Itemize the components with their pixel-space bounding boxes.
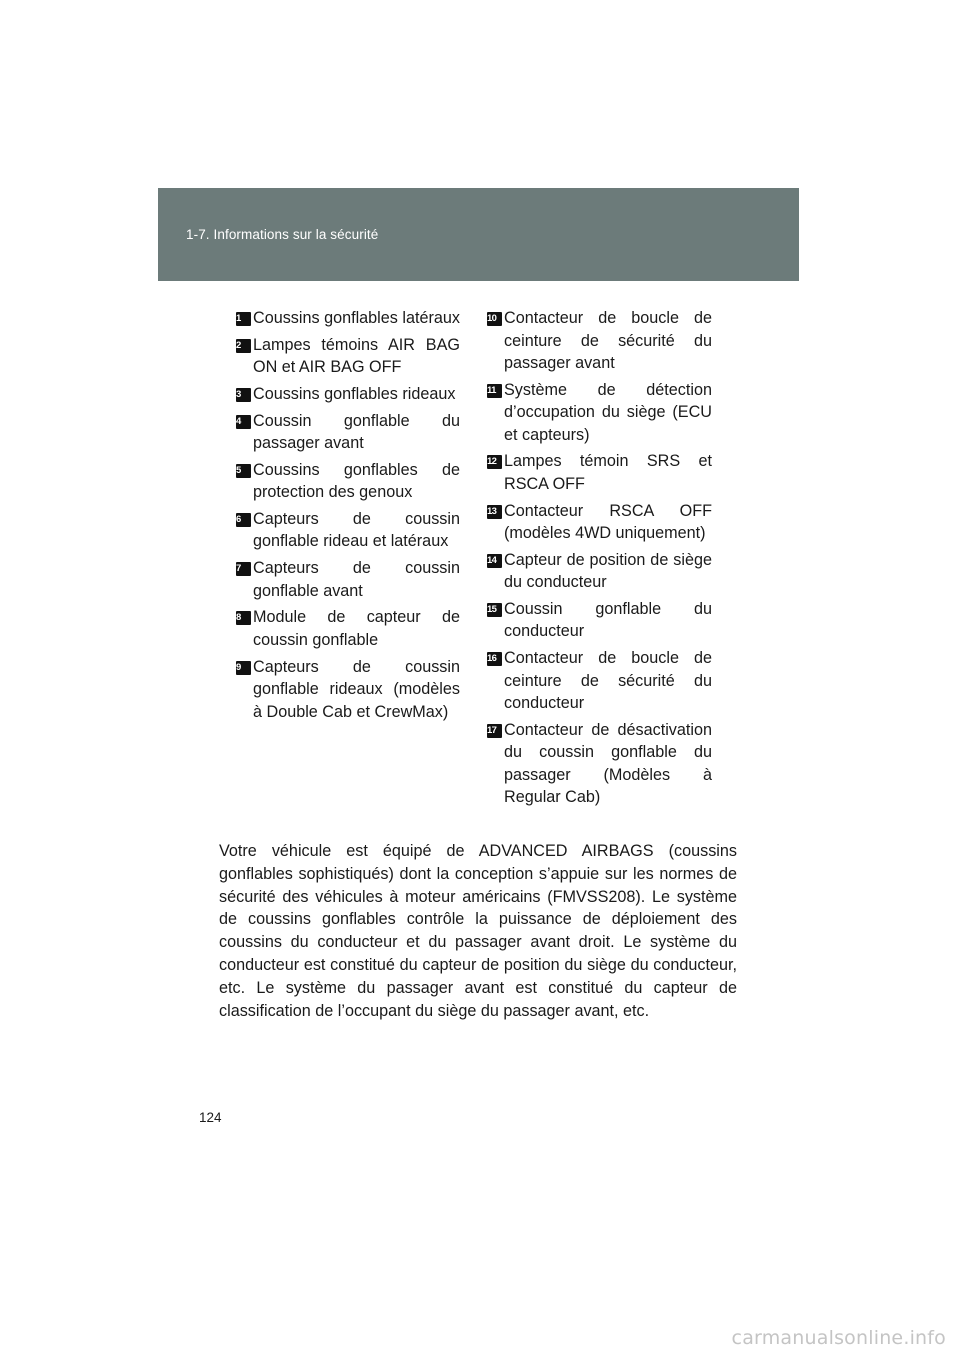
legend-item-text: Coussin gonflable du passager avant: [253, 411, 460, 453]
page-number: 124: [199, 1110, 222, 1125]
legend-item-text: Capteurs de coussin gonflable rideaux (modèles à Double Cab et CrewMax): [253, 657, 460, 721]
legend-item: [487, 647, 712, 715]
legend-number-badge: 15: [487, 603, 502, 617]
legend-item: [487, 307, 712, 375]
legend-item: [236, 508, 460, 553]
legend-item: [236, 459, 460, 504]
legend-item: [487, 598, 712, 643]
legend-list-left: [236, 307, 460, 727]
legend-item: [236, 606, 460, 651]
legend-number-badge: 6: [236, 513, 251, 527]
legend-item: [487, 719, 712, 809]
legend-number-badge: 3: [236, 388, 251, 402]
legend-item-text: Contacteur de désactivation du coussin gonflable du passager (Modèles à Regular Cab): [504, 720, 712, 807]
legend-item: [236, 307, 460, 330]
legend-number-badge: 7: [236, 562, 251, 576]
legend-item-text: Lampes témoin SRS et RSCA OFF: [504, 452, 712, 493]
legend-number-badge: 4: [236, 415, 251, 429]
legend-item-text: Capteurs de coussin gonflable avant: [253, 559, 460, 600]
legend-item-text: Contacteur RSCA OFF (modèles 4WD uniquement): [504, 501, 712, 543]
legend-number-badge: 11: [487, 384, 502, 398]
legend-item-text: Contacteur de boucle de ceinture de sécurité du conducteur: [504, 649, 712, 713]
legend-list-right: [487, 307, 712, 813]
section-title: 1-7. Informations sur la sécurité: [186, 227, 379, 242]
legend-item: [236, 410, 460, 455]
legend-item: [487, 379, 712, 447]
legend-number-badge: 17: [487, 724, 502, 738]
legend-number-badge: 14: [487, 554, 502, 568]
legend-item: [236, 656, 460, 724]
body-paragraph: Votre véhicule est équipé de ADVANCED AIRBAGS (coussins gonflables sophistiqués) dont la conception s’appuie sur les normes de sécurité des véhicules à moteur américains (FMVSS208). Le système de coussins gonflables contrôle la puissance de déploiement des coussins du conducteur et du passager avant droit. Le système du conducteur est constitué du capteur de position du siège du conducteur, etc. Le système du passager avant est constitué du capteur de classification de l’occupant du siège du passager avant, etc.: [219, 842, 737, 1020]
legend-item: [236, 383, 460, 406]
site-watermark: carmanualsonline.info: [731, 1327, 946, 1349]
legend-item-text: Coussins gonflables rideaux: [253, 384, 456, 403]
legend-item-text: Lampes témoins AIR BAG ON et AIR BAG OFF: [253, 335, 460, 377]
legend-number-badge: 2: [236, 339, 251, 353]
legend-item: [487, 450, 712, 495]
section-header-band: [158, 188, 799, 281]
legend-number-badge: 8: [236, 611, 251, 625]
legend-number-badge: 12: [487, 455, 502, 469]
legend-number-badge: 13: [487, 505, 502, 519]
legend-item-text: Module de capteur de coussin gonflable: [253, 608, 460, 649]
legend-number-badge: 10: [487, 312, 502, 326]
legend-item-text: Système de détection d’occupation du siège (ECU et capteurs): [504, 380, 712, 444]
legend-number-badge: 9: [236, 661, 251, 675]
legend-item-text: Capteurs de coussin gonflable rideau et latéraux: [253, 509, 460, 551]
legend-item: [236, 557, 460, 602]
legend-number-badge: 1: [236, 312, 251, 326]
legend-item-text: Capteur de position de siège du conducteur: [504, 550, 712, 592]
legend-item-text: Coussin gonflable du conducteur: [504, 599, 712, 641]
legend-number-badge: 16: [487, 652, 502, 666]
legend-item-text: Coussins gonflables latéraux: [253, 309, 460, 327]
legend-number-badge: 5: [236, 464, 251, 478]
legend-item-text: Coussins gonflables de protection des genoux: [253, 460, 460, 502]
legend-item: [236, 334, 460, 379]
legend-item: [487, 549, 712, 594]
legend-item: [487, 500, 712, 545]
legend-item-text: Contacteur de boucle de ceinture de sécurité du passager avant: [504, 309, 712, 372]
